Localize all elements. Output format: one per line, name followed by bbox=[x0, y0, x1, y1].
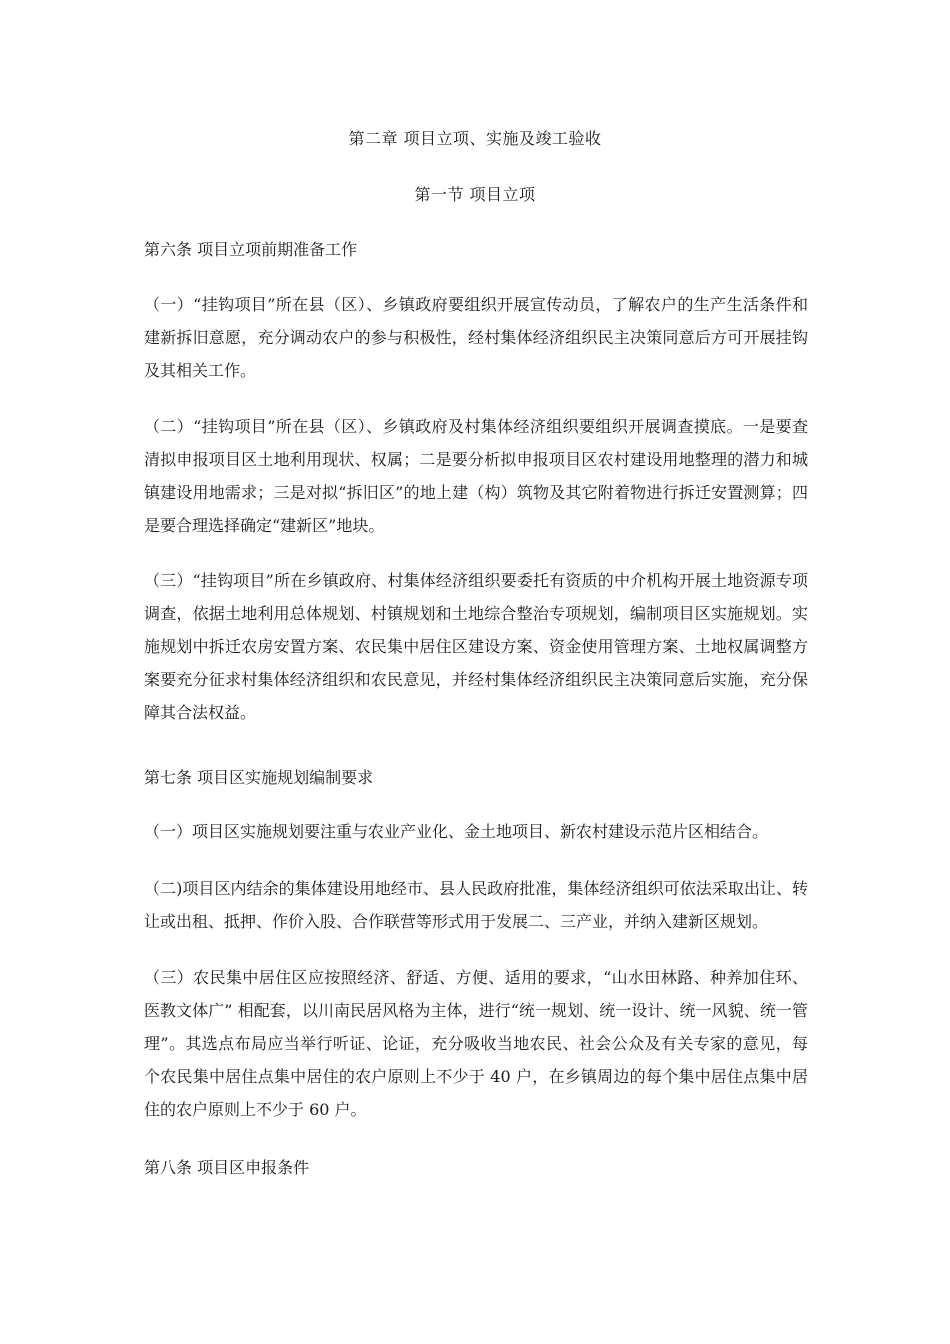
article-7-heading: 第七条 项目区实施规划编制要求 bbox=[144, 768, 374, 787]
chapter-title: 第二章 项目立项、实施及竣工验收 bbox=[348, 129, 602, 148]
article-7-paragraph-3: （三）农民集中居住区应按照经济、舒适、方便、适用的要求，“山水田林路、种养加住环、医教文体广” 相配套，以川南民居风格为主体，进行“统一规划、统一设计、统一风貌、统一管理”。其选点布局应当举行听证、论证，充分吸收当地农民、社会公众及有关专家的意见，每个农民集中居住点集中居住的农户原则上不少于 40 户，在乡镇周边的每个集中居住点集中居住的农户原则上不少于 60 户。 bbox=[144, 968, 808, 1119]
article-6-paragraph-2: （二）“挂钩项目”所在县（区）、乡镇政府及村集体经济组织要组织开展调查摸底。一是要查清拟申报项目区土地利用现状、权属；二是要分析拟申报项目区农村建设用地整理的潜力和城镇建设用地需求；三是对拟“拆旧区”的地上建（构）筑物及其它附着物进行拆迁安置测算；四是要合理选择确定“建新区”地块。 bbox=[144, 417, 808, 535]
section-title: 第一节 项目立项 bbox=[414, 185, 536, 204]
article-6-paragraph-3: （三）“挂钩项目”所在乡镇政府、村集体经济组织要委托有资质的中介机构开展土地资源专项调查，依据土地利用总体规划、村镇规划和土地综合整治专项规划，编制项目区实施规划。实施规划中拆迁农房安置方案、农民集中居住区建设方案、资金使用管理方案、土地权属调整方案要充分征求村集体经济组织和农民意见，并经村集体经济组织民主决策同意后实施，充分保障其合法权益。 bbox=[144, 571, 808, 722]
article-6-paragraph-1: （一）“挂钩项目”所在县（区）、乡镇政府要组织开展宣传动员，了解农户的生产生活条件和建新拆旧意愿，充分调动农户的参与积极性，经村集体经济组织民主决策同意后方可开展挂钩及其相关工作。 bbox=[144, 295, 808, 380]
article-7-paragraph-2: （二)项目区内结余的集体建设用地经市、县人民政府批准，集体经济组织可依法采取出让、转让或出租、抵押、作价入股、合作联营等形式用于发展二、三产业，并纳入建新区规划。 bbox=[144, 879, 808, 931]
article-6-heading: 第六条 项目立项前期准备工作 bbox=[144, 240, 358, 259]
article-8-heading: 第八条 项目区申报条件 bbox=[144, 1158, 310, 1177]
article-7-paragraph-1: （一）项目区实施规划要注重与农业产业化、金土地项目、新农村建设示范片区相结合。 bbox=[144, 822, 769, 841]
